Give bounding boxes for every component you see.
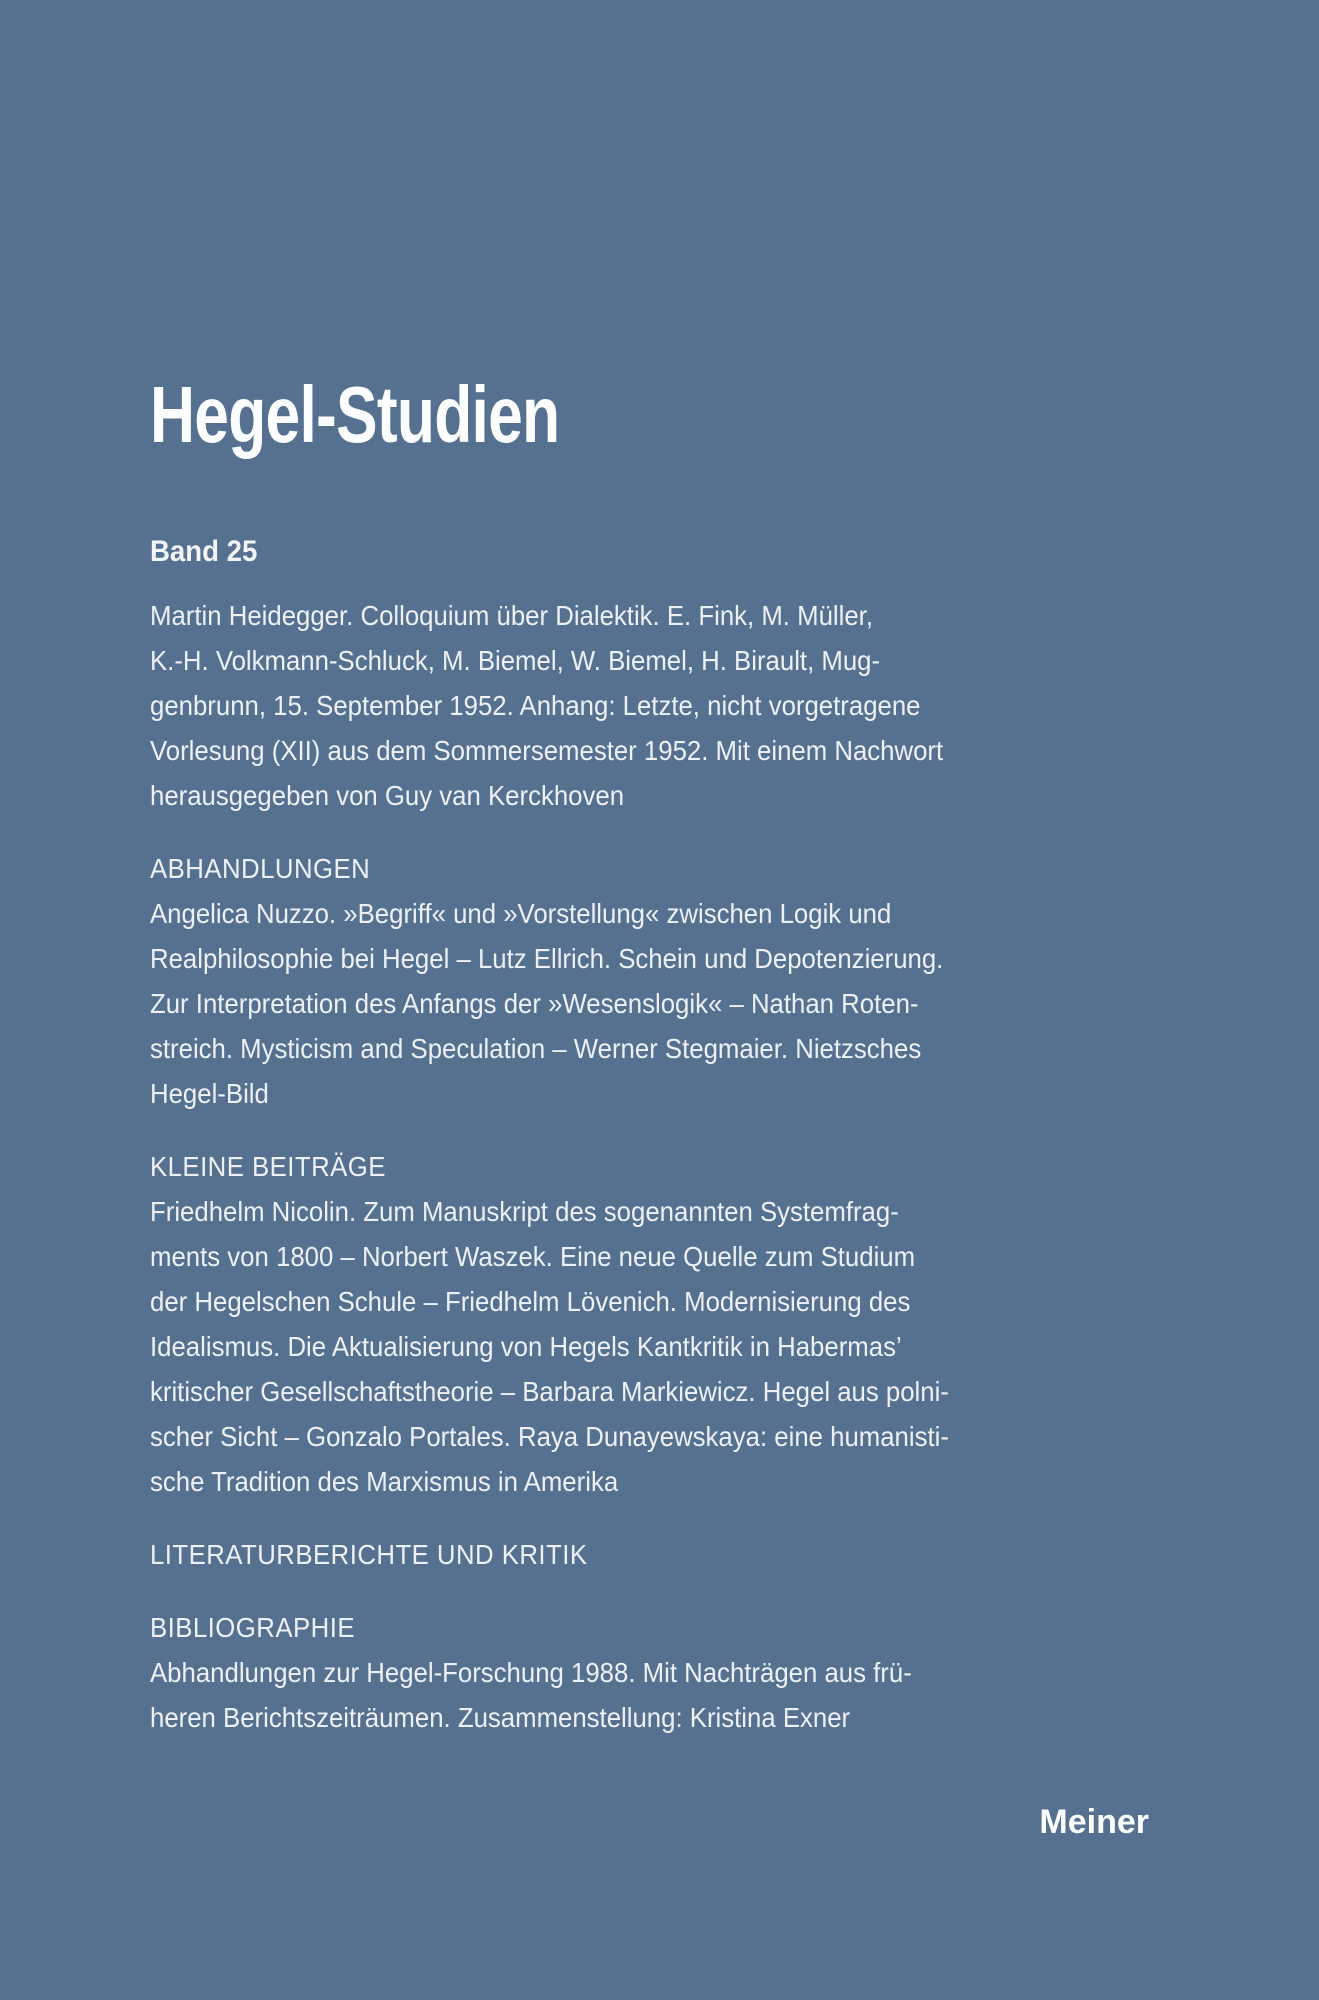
- toc-section: [150, 846, 1230, 1116]
- toc-line: sche Tradition des Marxismus in Amerika: [150, 1466, 619, 1497]
- toc-line: Zur Interpretation des Anfangs der »Wesenslogik« – Nathan Roten-: [150, 988, 919, 1019]
- section-lines: [150, 891, 1230, 1116]
- series-title: Hegel-Studien: [150, 370, 560, 459]
- cover-content: [150, 0, 1230, 1740]
- toc-line: heren Berichtszeiträumen. Zusammenstellung: Kristina Exner: [150, 1702, 851, 1733]
- toc-line: kritischer Gesellschaftstheorie – Barbara Markiewicz. Hegel aus polni-: [150, 1376, 949, 1407]
- volume-label: Band 25: [150, 535, 258, 568]
- toc-line: herausgegeben von Guy van Kerckhoven: [150, 780, 625, 811]
- toc-line: scher Sicht – Gonzalo Portales. Raya Dunayewskaya: eine humanisti-: [150, 1421, 949, 1452]
- toc-line: Realphilosophie bei Hegel – Lutz Ellrich. Schein und Depotenzierung.: [150, 943, 944, 974]
- toc-section: [150, 1144, 1230, 1504]
- toc-line: Abhandlungen zur Hegel-Forschung 1988. Mit Nachträgen aus frü-: [150, 1657, 912, 1688]
- section-heading: BIBLIOGRAPHIE: [150, 1612, 355, 1643]
- publisher-logo-text: Meiner: [1039, 1803, 1149, 1841]
- toc-line: Angelica Nuzzo. »Begriff« und »Vorstellung« zwischen Logik und: [150, 898, 892, 929]
- toc-section: [150, 593, 1230, 818]
- toc-section: [150, 1532, 1230, 1577]
- toc-line: ments von 1800 – Norbert Waszek. Eine neue Quelle zum Studium: [150, 1241, 916, 1272]
- toc-line: K.-H. Volkmann-Schluck, M. Biemel, W. Biemel, H. Birault, Mug-: [150, 645, 881, 676]
- table-of-contents: [150, 593, 1230, 1740]
- toc-line: Friedhelm Nicolin. Zum Manuskript des sogenannten Systemfrag-: [150, 1196, 899, 1227]
- section-lines: [150, 593, 1230, 818]
- toc-line: genbrunn, 15. September 1952. Anhang: Letzte, nicht vorgetragene: [150, 690, 921, 721]
- section-heading: KLEINE BEITRÄGE: [150, 1151, 386, 1182]
- toc-line: streich. Mysticism and Speculation – Werner Stegmaier. Nietzsches: [150, 1033, 922, 1064]
- toc-line: Idealismus. Die Aktualisierung von Hegels Kantkritik in Habermas’: [150, 1331, 902, 1362]
- toc-line: Hegel-Bild: [150, 1078, 269, 1109]
- section-lines: [150, 1650, 1230, 1740]
- toc-section: [150, 1605, 1230, 1740]
- section-heading: ABHANDLUNGEN: [150, 853, 371, 884]
- toc-line: Vorlesung (XII) aus dem Sommersemester 1952. Mit einem Nachwort: [150, 735, 944, 766]
- section-heading: LITERATURBERICHTE UND KRITIK: [150, 1539, 588, 1570]
- section-lines: [150, 1189, 1230, 1504]
- toc-line: Martin Heidegger. Colloquium über Dialektik. E. Fink, M. Müller,: [150, 600, 873, 631]
- toc-line: der Hegelschen Schule – Friedhelm Lövenich. Modernisierung des: [150, 1286, 911, 1317]
